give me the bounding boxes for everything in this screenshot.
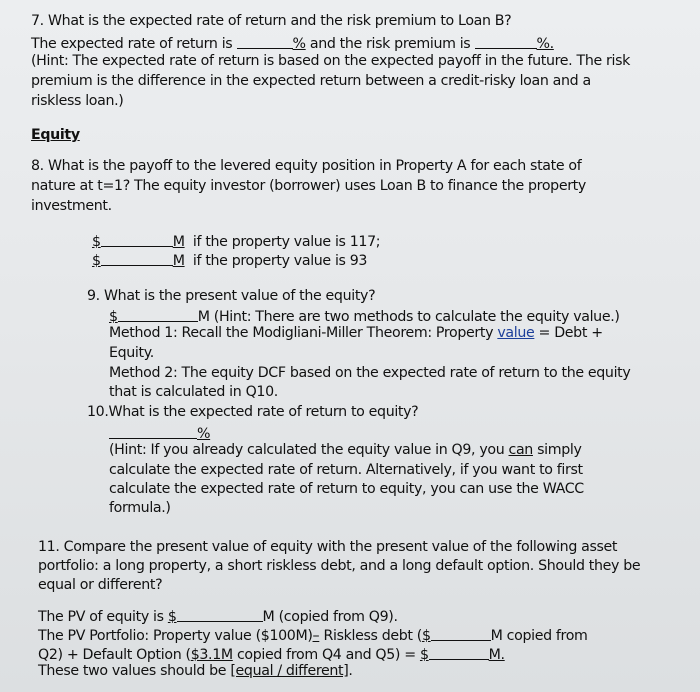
q10-question: 10.What is the expected rate of return to equity? bbox=[87, 404, 419, 420]
q7-hint-2: premium is the difference in the expected return between a credit-risky loan and a bbox=[31, 73, 591, 89]
q11-pv-port-dollar2: $ bbox=[419, 647, 429, 663]
q11-pv-port-dollar: $ bbox=[421, 628, 431, 644]
q11-pv-port-e: copied from Q4 and Q5) = bbox=[236, 647, 420, 663]
q8-row-2-unit: M bbox=[172, 253, 185, 269]
section-heading-equity: Equity bbox=[31, 127, 80, 143]
q8-row-1-dollar: $ bbox=[92, 234, 101, 250]
q11-pv-equity-dollar: $ bbox=[167, 609, 177, 625]
q11-pv-port-c: M copied from bbox=[490, 628, 588, 644]
q7-pct-1: % bbox=[292, 36, 306, 52]
q9-m2-a: Method 2: The equity DCF based on the expected rate of return to the equity bbox=[109, 365, 631, 381]
q7-hint-1: (Hint: The expected rate of return is based on the expected payoff in the future. The risk bbox=[31, 53, 630, 69]
q11-line-3: equal or different? bbox=[38, 577, 163, 593]
q11-pv-port-dash: – bbox=[312, 628, 320, 644]
q8-row-2-text: if the property value is 93 bbox=[192, 253, 368, 269]
q9-m1-b: = Debt + bbox=[538, 325, 603, 341]
q7-answer-prefix: The expected rate of return is bbox=[31, 36, 233, 52]
q11-portfolio-blank[interactable] bbox=[429, 644, 489, 660]
q11-conclusion-a: These two values should be bbox=[38, 663, 227, 679]
q7-hint-3: riskless loan.) bbox=[31, 93, 124, 109]
q7-pct-2: %. bbox=[536, 36, 554, 52]
q11-pv-port-m: M. bbox=[488, 647, 505, 663]
q11-pv-equity bbox=[38, 606, 398, 627]
q8-line-1: 8. What is the payoff to the levered equity position in Property A for each state of bbox=[31, 158, 582, 174]
q9-question: 9. What is the present value of the equity? bbox=[87, 288, 376, 304]
q10-pct: % bbox=[197, 426, 211, 442]
q10-answer-line bbox=[109, 423, 210, 444]
q10-hint-4: formula.) bbox=[109, 500, 171, 516]
q8-row-1-text: if the property value is 117; bbox=[192, 234, 381, 250]
q9-m1-a: Method 1: Recall the Modigliani-Miller Theorem: Property bbox=[109, 325, 494, 341]
q11-pv-port-b: Riskless debt ( bbox=[323, 628, 422, 644]
q11-pv-port-opt: $3.1M bbox=[190, 647, 233, 663]
q11-pv-equity-blank[interactable] bbox=[177, 606, 263, 622]
q10-hint-2: calculate the expected rate of return. Alternatively, if you want to first bbox=[109, 462, 583, 478]
q9-blank[interactable] bbox=[118, 306, 198, 322]
q10-hint-1 bbox=[109, 442, 582, 460]
q11-pv-equity-b: M (copied from Q9). bbox=[262, 609, 398, 625]
q7-return-blank[interactable] bbox=[237, 33, 293, 49]
q11-pv-portfolio-2 bbox=[38, 644, 505, 665]
q8-row-1-blank[interactable] bbox=[101, 231, 173, 247]
q11-conclusion-choice[interactable]: [equal / different] bbox=[230, 663, 349, 679]
q8-row-2 bbox=[92, 250, 367, 271]
q8-row-1 bbox=[92, 231, 380, 252]
q11-pv-port-a: The PV Portfolio: Property value ($100M) bbox=[38, 628, 313, 644]
q8-row-2-blank[interactable] bbox=[101, 250, 173, 266]
q11-riskless-debt-blank[interactable] bbox=[431, 625, 491, 641]
q8-line-2: nature at t=1? The equity investor (borrower) uses Loan B to finance the property bbox=[31, 178, 586, 194]
q11-line-2: portfolio: a long property, a short riskless debt, and a long default option. Should they be bbox=[38, 558, 641, 574]
q10-hint-1c: simply bbox=[537, 442, 582, 458]
q8-row-2-dollar: $ bbox=[92, 253, 101, 269]
q9-m1-value: value bbox=[497, 325, 535, 341]
q9-m2-b: that is calculated in Q10. bbox=[109, 384, 278, 400]
q8-line-3: investment. bbox=[31, 198, 112, 214]
q7-answer-line bbox=[31, 33, 554, 54]
q10-hint-1a: (Hint: If you already calculated the equity value in Q9, you bbox=[109, 442, 505, 458]
q7-premium-blank[interactable] bbox=[475, 33, 537, 49]
q10-hint-3: calculate the expected rate of return to equity, you can use the WACC bbox=[109, 481, 584, 497]
q9-answer-line bbox=[109, 306, 620, 327]
q11-pv-equity-a: The PV of equity is bbox=[38, 609, 164, 625]
q9-m1-c: Equity. bbox=[109, 345, 154, 361]
q10-hint-1b: can bbox=[508, 442, 533, 458]
q10-blank[interactable] bbox=[109, 423, 197, 439]
q9-hint: (Hint: There are two methods to calculate the equity value.) bbox=[213, 309, 620, 325]
q9-dollar: $ bbox=[109, 309, 118, 325]
q11-conclusion-c: . bbox=[348, 663, 353, 679]
q8-row-1-unit: M bbox=[172, 234, 185, 250]
q7-question: 7. What is the expected rate of return and the risk premium to Loan B? bbox=[31, 13, 512, 29]
q9-method-1 bbox=[109, 325, 603, 343]
q9-unit: M bbox=[197, 309, 210, 325]
q11-pv-port-d: Q2) + Default Option ( bbox=[38, 647, 191, 663]
q11-pv-portfolio bbox=[38, 625, 588, 646]
q7-middle: and the risk premium is bbox=[309, 36, 471, 52]
q11-line-1: 11. Compare the present value of equity with the present value of the following asset bbox=[38, 539, 618, 555]
q11-conclusion bbox=[38, 663, 353, 681]
